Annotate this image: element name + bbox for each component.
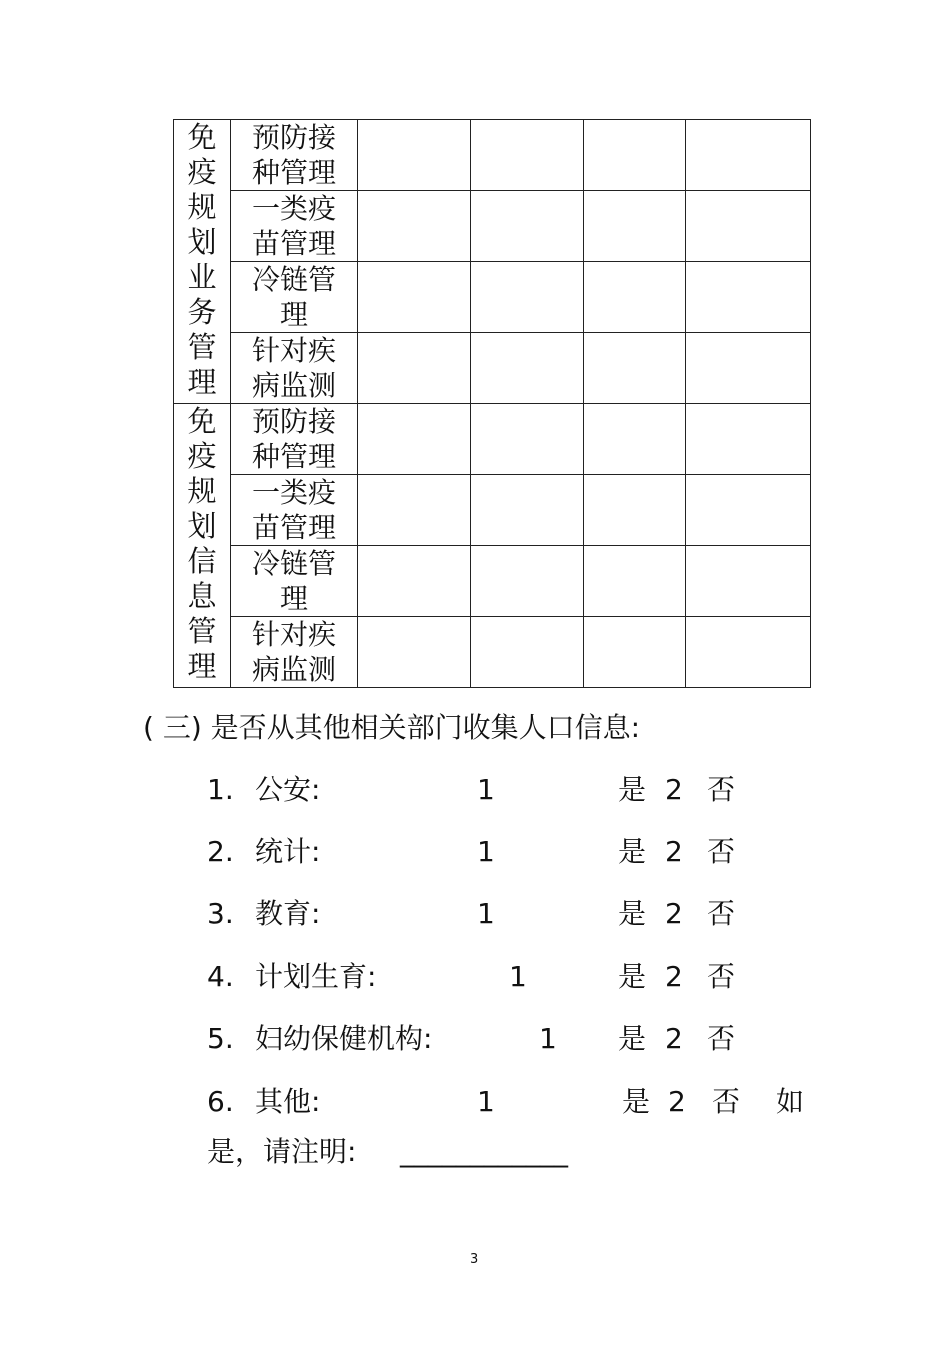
empty-cell <box>584 475 686 546</box>
item-cell <box>231 617 358 688</box>
question-number: 6. <box>207 1085 234 1118</box>
page-number: 3 <box>470 1252 479 1267</box>
item-label-line: 理 <box>279 582 308 615</box>
item-label-line: 苗管理 <box>251 511 336 544</box>
item-label-line: 种管理 <box>251 156 336 189</box>
option-yes-label: 是 <box>618 835 647 868</box>
empty-cell <box>584 546 686 617</box>
item-label-line: 种管理 <box>251 440 336 473</box>
empty-cell <box>358 404 471 475</box>
item-label-line: 冷链管 <box>251 263 336 296</box>
question-label: 计划生育: <box>255 960 377 993</box>
option-2-code: 2 <box>665 1022 683 1055</box>
item-cell <box>231 333 358 404</box>
option-1-code: 1 <box>477 835 495 868</box>
empty-cell <box>358 617 471 688</box>
empty-cell <box>471 262 584 333</box>
section-heading: ( 三) 是否从其他相关部门收集人口信息: <box>143 711 641 744</box>
option-1-code: 1 <box>477 897 495 930</box>
table-row <box>174 475 811 546</box>
item-label-line: 病监测 <box>251 369 336 402</box>
question-label: 公安: <box>255 773 321 806</box>
option-extra-text: 如 <box>776 1085 805 1118</box>
empty-cell <box>358 120 471 191</box>
category-label: 免疫规划信息管理 <box>187 404 217 683</box>
question-number: 1. <box>207 773 234 806</box>
item-cell <box>231 546 358 617</box>
question-number: 3. <box>207 897 234 930</box>
table-row <box>174 617 811 688</box>
option-1-code: 1 <box>477 773 495 806</box>
data-table <box>173 119 811 688</box>
note-label: 是，请注明: <box>207 1135 357 1168</box>
empty-cell <box>358 475 471 546</box>
empty-cell <box>358 546 471 617</box>
empty-cell <box>471 120 584 191</box>
category-label: 免疫规划业务管理 <box>187 120 217 399</box>
item-label-line: 理 <box>279 298 308 331</box>
item-label-line: 冷链管 <box>251 547 336 580</box>
question-number: 4. <box>207 960 234 993</box>
item-label-line: 苗管理 <box>251 227 336 260</box>
empty-cell <box>686 546 811 617</box>
option-yes-label: 是 <box>618 960 647 993</box>
empty-cell <box>358 191 471 262</box>
empty-cell <box>584 333 686 404</box>
item-cell <box>231 191 358 262</box>
item-label-line: 针对疾 <box>251 618 336 651</box>
empty-cell <box>471 617 584 688</box>
question-label: 其他: <box>255 1085 321 1118</box>
empty-cell <box>471 404 584 475</box>
category-cell <box>174 120 231 404</box>
empty-cell <box>584 617 686 688</box>
empty-cell <box>471 191 584 262</box>
item-label-line: 针对疾 <box>251 334 336 367</box>
option-no-label: 否 <box>707 960 736 993</box>
empty-cell <box>358 262 471 333</box>
option-yes-label: 是 <box>618 897 647 930</box>
item-cell <box>231 120 358 191</box>
empty-cell <box>584 120 686 191</box>
category-cell <box>174 404 231 688</box>
option-2-code: 2 <box>668 1085 686 1118</box>
empty-cell <box>686 120 811 191</box>
item-label-line: 预防接 <box>251 121 336 154</box>
empty-cell <box>686 404 811 475</box>
note-blank: ____________ <box>400 1135 568 1168</box>
empty-cell <box>686 617 811 688</box>
question-number: 2. <box>207 835 234 868</box>
option-yes-label: 是 <box>618 1022 647 1055</box>
option-no-label: 否 <box>712 1085 741 1118</box>
option-1-code: 1 <box>477 1085 495 1118</box>
item-cell <box>231 404 358 475</box>
option-no-label: 否 <box>707 897 736 930</box>
item-cell <box>231 262 358 333</box>
empty-cell <box>358 333 471 404</box>
option-1-code: 1 <box>509 960 527 993</box>
option-1-code: 1 <box>539 1022 557 1055</box>
table-row <box>174 333 811 404</box>
question-label: 教育: <box>255 897 321 930</box>
option-2-code: 2 <box>665 897 683 930</box>
table-row <box>174 546 811 617</box>
item-label-line: 一类疫 <box>251 192 336 225</box>
option-yes-label: 是 <box>622 1085 651 1118</box>
empty-cell <box>686 191 811 262</box>
item-label-line: 病监测 <box>251 653 336 686</box>
item-label-line: 预防接 <box>251 405 336 438</box>
empty-cell <box>584 262 686 333</box>
option-2-code: 2 <box>665 773 683 806</box>
option-no-label: 否 <box>707 835 736 868</box>
empty-cell <box>471 333 584 404</box>
empty-cell <box>584 404 686 475</box>
table-row <box>174 262 811 333</box>
option-no-label: 否 <box>707 1022 736 1055</box>
question-label: 妇幼保健机构: <box>255 1022 433 1055</box>
empty-cell <box>471 475 584 546</box>
option-2-code: 2 <box>665 960 683 993</box>
empty-cell <box>686 475 811 546</box>
empty-cell <box>471 546 584 617</box>
option-yes-label: 是 <box>618 773 647 806</box>
option-2-code: 2 <box>665 835 683 868</box>
empty-cell <box>686 262 811 333</box>
question-number: 5. <box>207 1022 234 1055</box>
item-label-line: 一类疫 <box>251 476 336 509</box>
table-row <box>174 404 811 475</box>
empty-cell <box>686 333 811 404</box>
option-no-label: 否 <box>707 773 736 806</box>
question-label: 统计: <box>255 835 321 868</box>
table-row <box>174 191 811 262</box>
item-cell <box>231 475 358 546</box>
table-row <box>174 120 811 191</box>
empty-cell <box>584 191 686 262</box>
